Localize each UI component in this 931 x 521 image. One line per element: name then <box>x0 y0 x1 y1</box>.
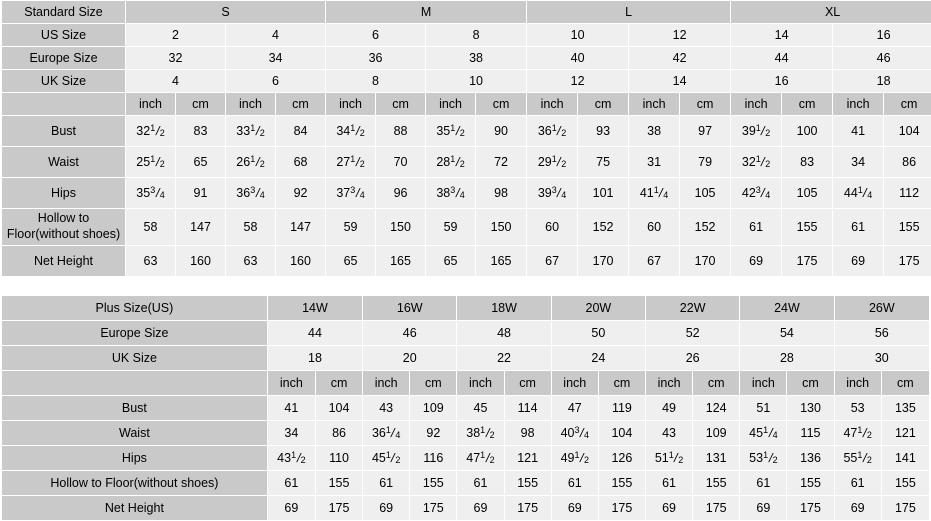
standard-measure-row-2-cell-0: $35^3/_4$ <box>126 178 176 209</box>
plus-measure-label: Bust <box>2 396 268 421</box>
plus-measure-row-4-cell-5: 175 <box>504 496 551 521</box>
plus-unit-row <box>2 371 930 396</box>
standard-measure-row-2-cell-12: $42^3/_4$ <box>731 178 782 209</box>
standard-measure-row-0-cell-5: 88 <box>376 116 426 147</box>
standard-measure-row-1 <box>2 147 931 178</box>
standard-measure-row-2-cell-7: 98 <box>476 178 527 209</box>
plus-measure-row-3-cell-9: 155 <box>693 471 740 496</box>
plus-measure-row-3-cell-4: 61 <box>457 471 504 496</box>
plus-size-group-6: 26W <box>834 296 929 321</box>
plus-measure-row-0-cell-11: 130 <box>787 396 834 421</box>
standard-unit-cell-12: inch <box>731 93 782 116</box>
plus-measure-row-4-cell-7: 175 <box>598 496 645 521</box>
standard-row-0 <box>2 24 931 47</box>
plus-measure-row-3-cell-6: 61 <box>551 471 598 496</box>
standard-measure-row-3-cell-6: 59 <box>426 209 476 246</box>
standard-measure-row-3-cell-12: 61 <box>731 209 782 246</box>
standard-measure-row-0-cell-7: 90 <box>476 116 527 147</box>
plus-measure-row-0-cell-9: 124 <box>693 396 740 421</box>
plus-measure-row-4-cell-1: 175 <box>315 496 362 521</box>
standard-measure-row-1-cell-5: 70 <box>376 147 426 178</box>
plus-measure-row-2-cell-5: 121 <box>504 446 551 471</box>
plus-unit-cell-10: inch <box>740 371 787 396</box>
plus-row-0-cell-1: 46 <box>363 321 457 346</box>
standard-size-header-row <box>2 1 931 24</box>
plus-size-group-1: 16W <box>363 296 457 321</box>
standard-measure-label: Hollow to Floor(without shoes) <box>2 209 126 246</box>
plus-measure-row-4-cell-0: 69 <box>267 496 315 521</box>
standard-measure-row-1-cell-6: $28^1/_2$ <box>426 147 476 178</box>
plus-measure-row-0-cell-4: 45 <box>457 396 504 421</box>
standard-measure-row-0-cell-0: $32^1/_2$ <box>126 116 176 147</box>
standard-measure-row-4-cell-10: 67 <box>629 246 680 277</box>
standard-measure-row-4-cell-14: 69 <box>833 246 884 277</box>
standard-measure-row-1-cell-4: $27^1/_2$ <box>326 147 376 178</box>
standard-measure-row-1-cell-12: $32^1/_2$ <box>731 147 782 178</box>
standard-measure-row-1-cell-10: 31 <box>629 147 680 178</box>
plus-measure-row-0-cell-5: 114 <box>504 396 551 421</box>
plus-measure-label: Net Height <box>2 496 268 521</box>
plus-unit-cell-1: cm <box>315 371 362 396</box>
standard-measure-row-2-cell-3: 92 <box>276 178 326 209</box>
standard-measure-row-4-cell-13: 175 <box>782 246 833 277</box>
standard-row-0-cell-1: 4 <box>226 24 326 47</box>
standard-measure-row-4-cell-7: 165 <box>476 246 527 277</box>
standard-measure-row-3-cell-9: 152 <box>578 209 629 246</box>
standard-row-2-cell-4: 12 <box>527 70 629 93</box>
plus-measure-row-3-cell-13: 155 <box>881 471 929 496</box>
plus-measure-row-1-cell-0: 34 <box>267 421 315 446</box>
plus-row-label: Europe Size <box>2 321 268 346</box>
standard-measure-row-0-cell-11: 97 <box>680 116 731 147</box>
standard-unit-cell-6: inch <box>426 93 476 116</box>
plus-measure-row-1-cell-4: $38^1/_2$ <box>457 421 504 446</box>
plus-measure-row-0-cell-2: 43 <box>363 396 410 421</box>
plus-measure-label: Waist <box>2 421 268 446</box>
standard-measure-row-1-cell-0: $25^1/_2$ <box>126 147 176 178</box>
standard-measure-row-4-cell-4: 65 <box>326 246 376 277</box>
standard-unit-cell-4: inch <box>326 93 376 116</box>
standard-measure-row-2-cell-4: $37^3/_4$ <box>326 178 376 209</box>
plus-row-1-cell-4: 26 <box>646 346 740 371</box>
standard-unit-cell-5: cm <box>376 93 426 116</box>
standard-size-header-label: Standard Size <box>2 1 126 24</box>
standard-unit-row <box>2 93 931 116</box>
standard-measure-row-1-cell-3: 68 <box>276 147 326 178</box>
plus-measure-row-2-cell-11: 136 <box>787 446 834 471</box>
standard-row-0-cell-3: 8 <box>426 24 527 47</box>
plus-measure-row-1-cell-5: 98 <box>504 421 551 446</box>
standard-measure-row-3-cell-11: 152 <box>680 209 731 246</box>
standard-row-2-cell-0: 4 <box>126 70 226 93</box>
plus-measure-row-0 <box>2 396 930 421</box>
standard-unit-cell-7: cm <box>476 93 527 116</box>
standard-measure-row-4-cell-2: 63 <box>226 246 276 277</box>
plus-measure-row-2-cell-9: 131 <box>693 446 740 471</box>
plus-measure-row-4-cell-11: 175 <box>787 496 834 521</box>
plus-measure-row-1-cell-12: $47^1/_2$ <box>834 421 881 446</box>
plus-measure-row-0-cell-0: 41 <box>267 396 315 421</box>
plus-measure-row-1-cell-6: $40^3/_4$ <box>551 421 598 446</box>
plus-unit-row-blank <box>2 371 268 396</box>
standard-size-group-0: S <box>126 1 326 24</box>
standard-row-1-cell-4: 40 <box>527 47 629 70</box>
standard-measure-row-4-cell-3: 160 <box>276 246 326 277</box>
plus-size-header-label: Plus Size(US) <box>2 296 268 321</box>
standard-measure-label: Hips <box>2 178 126 209</box>
standard-measure-row-4-cell-9: 170 <box>578 246 629 277</box>
standard-measure-row-2-cell-6: $38^3/_4$ <box>426 178 476 209</box>
plus-row-0-cell-0: 44 <box>267 321 362 346</box>
standard-row-1-cell-3: 38 <box>426 47 527 70</box>
plus-measure-row-4-cell-10: 69 <box>740 496 787 521</box>
plus-measure-row-4-cell-6: 69 <box>551 496 598 521</box>
standard-measure-row-3-cell-10: 60 <box>629 209 680 246</box>
standard-unit-cell-9: cm <box>578 93 629 116</box>
plus-measure-row-0-cell-1: 104 <box>315 396 362 421</box>
standard-measure-row-4-cell-11: 170 <box>680 246 731 277</box>
plus-measure-row-3-cell-8: 61 <box>646 471 693 496</box>
standard-unit-cell-2: inch <box>226 93 276 116</box>
standard-size-group-2: L <box>527 1 731 24</box>
plus-measure-row-3-cell-7: 155 <box>598 471 645 496</box>
standard-size-group-3: XL <box>731 1 931 24</box>
standard-size-group-1: M <box>326 1 527 24</box>
standard-row-0-cell-7: 16 <box>833 24 931 47</box>
plus-row-1-cell-5: 28 <box>740 346 834 371</box>
plus-row-0-cell-3: 50 <box>551 321 645 346</box>
standard-row-0-cell-6: 14 <box>731 24 833 47</box>
plus-row-0-cell-5: 54 <box>740 321 834 346</box>
plus-measure-row-4-cell-2: 69 <box>363 496 410 521</box>
standard-row-0-cell-4: 10 <box>527 24 629 47</box>
standard-measure-row-4-cell-5: 165 <box>376 246 426 277</box>
standard-row-2-cell-1: 6 <box>226 70 326 93</box>
plus-size-header-row <box>2 296 930 321</box>
standard-measure-row-2-cell-1: 91 <box>176 178 226 209</box>
standard-row-2 <box>2 70 931 93</box>
standard-measure-row-0-cell-4: $34^1/_2$ <box>326 116 376 147</box>
plus-measure-row-3-cell-3: 155 <box>410 471 457 496</box>
standard-row-2-cell-2: 8 <box>326 70 426 93</box>
standard-unit-cell-11: cm <box>680 93 731 116</box>
standard-measure-row-4-cell-6: 65 <box>426 246 476 277</box>
plus-measure-row-3-cell-11: 155 <box>787 471 834 496</box>
standard-unit-row-blank <box>2 93 126 116</box>
standard-measure-label: Waist <box>2 147 126 178</box>
standard-row-label: UK Size <box>2 70 126 93</box>
plus-size-group-0: 14W <box>267 296 362 321</box>
plus-row-0-cell-6: 56 <box>834 321 929 346</box>
plus-measure-row-0-cell-6: 47 <box>551 396 598 421</box>
standard-measure-row-1-cell-13: 83 <box>782 147 833 178</box>
standard-unit-cell-8: inch <box>527 93 578 116</box>
standard-unit-cell-0: inch <box>126 93 176 116</box>
standard-row-2-cell-3: 10 <box>426 70 527 93</box>
standard-measure-row-1-cell-7: 72 <box>476 147 527 178</box>
plus-row-0-cell-4: 52 <box>646 321 740 346</box>
plus-unit-cell-4: inch <box>457 371 504 396</box>
plus-unit-cell-2: inch <box>363 371 410 396</box>
standard-measure-row-0-cell-10: 38 <box>629 116 680 147</box>
plus-measure-label: Hips <box>2 446 268 471</box>
plus-measure-row-3-cell-1: 155 <box>315 471 362 496</box>
standard-measure-row-3-cell-2: 58 <box>226 209 276 246</box>
standard-row-label: Europe Size <box>2 47 126 70</box>
plus-measure-row-1-cell-2: $36^1/_4$ <box>363 421 410 446</box>
standard-measure-row-0-cell-13: 100 <box>782 116 833 147</box>
standard-measure-row-1-cell-8: $29^1/_2$ <box>527 147 578 178</box>
standard-measure-row-1-cell-9: 75 <box>578 147 629 178</box>
plus-row-0-cell-2: 48 <box>457 321 551 346</box>
standard-measure-row-4 <box>2 246 931 277</box>
standard-measure-row-3-cell-3: 147 <box>276 209 326 246</box>
plus-measure-row-2-cell-8: $51^1/_2$ <box>646 446 693 471</box>
standard-measure-row-3-cell-14: 61 <box>833 209 884 246</box>
standard-measure-row-2-cell-9: 101 <box>578 178 629 209</box>
standard-measure-row-3-cell-13: 155 <box>782 209 833 246</box>
plus-measure-row-3-cell-10: 61 <box>740 471 787 496</box>
plus-measure-row-2-cell-1: 110 <box>315 446 362 471</box>
standard-measure-row-0-cell-1: 83 <box>176 116 226 147</box>
plus-measure-row-1-cell-13: 121 <box>881 421 929 446</box>
standard-measure-row-2-cell-10: $41^1/_4$ <box>629 178 680 209</box>
plus-measure-row-1-cell-3: 92 <box>410 421 457 446</box>
plus-measure-row-2-cell-13: 141 <box>881 446 929 471</box>
standard-unit-cell-1: cm <box>176 93 226 116</box>
plus-measure-row-1 <box>2 421 930 446</box>
standard-measure-row-3-cell-8: 60 <box>527 209 578 246</box>
standard-unit-cell-13: cm <box>782 93 833 116</box>
standard-measure-row-4-cell-0: 63 <box>126 246 176 277</box>
standard-measure-row-3 <box>2 209 931 246</box>
plus-row-1-cell-1: 20 <box>363 346 457 371</box>
standard-measure-row-2 <box>2 178 931 209</box>
standard-row-label: US Size <box>2 24 126 47</box>
plus-row-label: UK Size <box>2 346 268 371</box>
standard-measure-row-1-cell-2: $26^1/_2$ <box>226 147 276 178</box>
standard-measure-row-3-cell-0: 58 <box>126 209 176 246</box>
standard-row-0-cell-0: 2 <box>126 24 226 47</box>
plus-unit-cell-13: cm <box>881 371 929 396</box>
plus-unit-cell-0: inch <box>267 371 315 396</box>
standard-row-1-cell-0: 32 <box>126 47 226 70</box>
standard-measure-row-2-cell-11: 105 <box>680 178 731 209</box>
plus-row-1-cell-3: 24 <box>551 346 645 371</box>
table-spacer <box>0 277 931 295</box>
plus-size-group-2: 18W <box>457 296 551 321</box>
plus-measure-row-4-cell-12: 69 <box>834 496 881 521</box>
plus-unit-cell-6: inch <box>551 371 598 396</box>
standard-measure-row-3-cell-15: 155 <box>884 209 931 246</box>
plus-measure-row-4-cell-8: 69 <box>646 496 693 521</box>
plus-measure-row-1-cell-1: 86 <box>315 421 362 446</box>
standard-measure-row-2-cell-13: 105 <box>782 178 833 209</box>
plus-measure-row-0-cell-8: 49 <box>646 396 693 421</box>
plus-unit-cell-7: cm <box>598 371 645 396</box>
plus-measure-row-0-cell-13: 135 <box>881 396 929 421</box>
plus-row-1-cell-0: 18 <box>267 346 362 371</box>
plus-measure-row-3-cell-5: 155 <box>504 471 551 496</box>
plus-unit-cell-5: cm <box>504 371 551 396</box>
standard-row-2-cell-7: 18 <box>833 70 931 93</box>
standard-measure-row-0-cell-8: $36^1/_2$ <box>527 116 578 147</box>
plus-measure-row-1-cell-9: 109 <box>693 421 740 446</box>
plus-measure-row-4 <box>2 496 930 521</box>
plus-measure-row-2-cell-2: $45^1/_2$ <box>363 446 410 471</box>
standard-measure-row-3-cell-5: 150 <box>376 209 426 246</box>
standard-measure-row-2-cell-15: 112 <box>884 178 931 209</box>
standard-measure-row-0-cell-14: 41 <box>833 116 884 147</box>
standard-row-0-cell-2: 6 <box>326 24 426 47</box>
standard-measure-label: Net Height <box>2 246 126 277</box>
standard-unit-cell-3: cm <box>276 93 326 116</box>
plus-measure-row-2-cell-3: 116 <box>410 446 457 471</box>
standard-row-2-cell-6: 16 <box>731 70 833 93</box>
plus-measure-row-1-cell-7: 104 <box>598 421 645 446</box>
plus-measure-row-3-cell-2: 61 <box>363 471 410 496</box>
standard-row-2-cell-5: 14 <box>629 70 731 93</box>
plus-row-1 <box>2 346 930 371</box>
plus-measure-row-4-cell-9: 175 <box>693 496 740 521</box>
standard-size-table <box>1 0 931 277</box>
plus-measure-row-2-cell-10: $53^1/_2$ <box>740 446 787 471</box>
standard-measure-row-0-cell-12: $39^1/_2$ <box>731 116 782 147</box>
standard-measure-row-1-cell-11: 79 <box>680 147 731 178</box>
plus-row-1-cell-6: 30 <box>834 346 929 371</box>
standard-row-1-cell-5: 42 <box>629 47 731 70</box>
standard-unit-cell-10: inch <box>629 93 680 116</box>
plus-measure-row-2-cell-12: $55^1/_2$ <box>834 446 881 471</box>
plus-row-1-cell-2: 22 <box>457 346 551 371</box>
standard-row-0-cell-5: 12 <box>629 24 731 47</box>
standard-measure-row-0-cell-2: $33^1/_2$ <box>226 116 276 147</box>
standard-unit-cell-14: inch <box>833 93 884 116</box>
standard-measure-row-0-cell-15: 104 <box>884 116 931 147</box>
plus-size-group-3: 20W <box>551 296 645 321</box>
plus-row-0 <box>2 321 930 346</box>
standard-measure-row-4-cell-12: 69 <box>731 246 782 277</box>
plus-measure-row-1-cell-10: $45^1/_4$ <box>740 421 787 446</box>
standard-measure-row-2-cell-14: $44^1/_4$ <box>833 178 884 209</box>
plus-unit-cell-8: inch <box>646 371 693 396</box>
plus-measure-row-2-cell-0: $43^1/_2$ <box>267 446 315 471</box>
plus-unit-cell-3: cm <box>410 371 457 396</box>
plus-size-group-5: 24W <box>740 296 834 321</box>
standard-row-1-cell-7: 46 <box>833 47 931 70</box>
standard-measure-row-4-cell-8: 67 <box>527 246 578 277</box>
plus-measure-label: Hollow to Floor(without shoes) <box>2 471 268 496</box>
plus-unit-cell-12: inch <box>834 371 881 396</box>
plus-measure-row-2-cell-4: $47^1/_2$ <box>457 446 504 471</box>
plus-measure-row-3-cell-0: 61 <box>267 471 315 496</box>
plus-measure-row-1-cell-8: 43 <box>646 421 693 446</box>
standard-measure-row-0-cell-3: 84 <box>276 116 326 147</box>
standard-measure-row-2-cell-2: $36^3/_4$ <box>226 178 276 209</box>
plus-measure-row-3 <box>2 471 930 496</box>
plus-size-group-4: 22W <box>646 296 740 321</box>
plus-measure-row-4-cell-3: 175 <box>410 496 457 521</box>
standard-measure-row-1-cell-1: 65 <box>176 147 226 178</box>
standard-measure-row-3-cell-7: 150 <box>476 209 527 246</box>
plus-size-table <box>1 295 930 521</box>
standard-measure-row-0-cell-9: 93 <box>578 116 629 147</box>
standard-measure-row-3-cell-1: 147 <box>176 209 226 246</box>
standard-measure-row-4-cell-1: 160 <box>176 246 226 277</box>
plus-measure-row-4-cell-4: 69 <box>457 496 504 521</box>
standard-row-1-cell-1: 34 <box>226 47 326 70</box>
plus-measure-row-3-cell-12: 61 <box>834 471 881 496</box>
plus-measure-row-0-cell-3: 109 <box>410 396 457 421</box>
plus-measure-row-0-cell-10: 51 <box>740 396 787 421</box>
standard-row-1-cell-2: 36 <box>326 47 426 70</box>
standard-measure-row-4-cell-15: 175 <box>884 246 931 277</box>
plus-measure-row-1-cell-11: 115 <box>787 421 834 446</box>
plus-measure-row-0-cell-12: 53 <box>834 396 881 421</box>
standard-measure-row-3-cell-4: 59 <box>326 209 376 246</box>
standard-measure-row-0 <box>2 116 931 147</box>
plus-measure-row-2-cell-6: $49^1/_2$ <box>551 446 598 471</box>
plus-measure-row-2-cell-7: 126 <box>598 446 645 471</box>
plus-unit-cell-11: cm <box>787 371 834 396</box>
standard-row-1 <box>2 47 931 70</box>
plus-unit-cell-9: cm <box>693 371 740 396</box>
standard-measure-row-1-cell-14: 34 <box>833 147 884 178</box>
standard-measure-row-0-cell-6: $35^1/_2$ <box>426 116 476 147</box>
plus-measure-row-4-cell-13: 175 <box>881 496 929 521</box>
standard-row-1-cell-6: 44 <box>731 47 833 70</box>
standard-measure-row-2-cell-5: 96 <box>376 178 426 209</box>
standard-measure-label: Bust <box>2 116 126 147</box>
standard-measure-row-2-cell-8: $39^3/_4$ <box>527 178 578 209</box>
standard-measure-row-1-cell-15: 86 <box>884 147 931 178</box>
standard-unit-cell-15: cm <box>884 93 931 116</box>
plus-measure-row-0-cell-7: 119 <box>598 396 645 421</box>
plus-measure-row-2 <box>2 446 930 471</box>
